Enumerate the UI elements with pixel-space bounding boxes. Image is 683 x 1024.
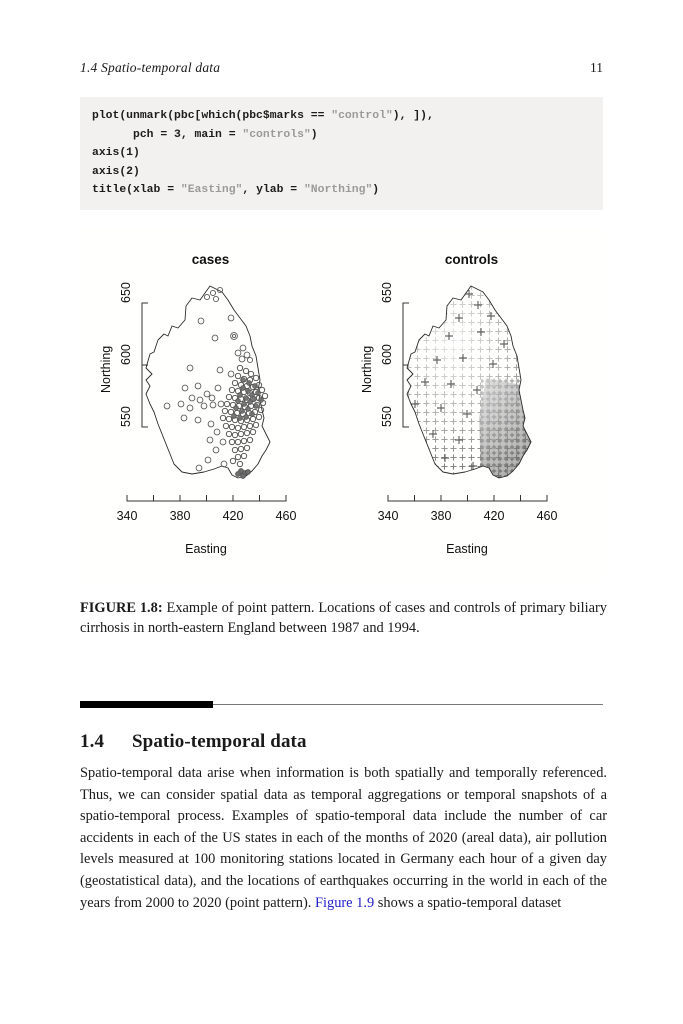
code-line-1: plot(unmark(pbc[which(pbc$marks == "control"), ]), [92,110,434,122]
code-line-2: pch = 3, main = "controls") [92,128,318,141]
xtick-420: 420 [222,509,244,523]
ytick-600: 600 [380,344,394,365]
code-line-3: axis(1) [92,147,140,159]
plot-panel-controls [341,228,602,583]
body-paragraph [80,763,607,914]
data-points-controls [396,278,546,488]
page-number: 11 [590,60,603,75]
xlabel-controls: Easting [446,542,488,556]
xtick-460: 460 [275,509,297,523]
figure-1-9-cross-reference-link[interactable]: Figure 1.9 [315,894,375,911]
code-line-5: title(xlab = "Easting", ylab = "Northing") [92,184,380,196]
xtick-380: 380 [169,509,191,523]
plot-title-controls: controls [444,252,499,267]
xtick-420: 420 [483,509,505,523]
ytick-600: 600 [119,344,133,365]
section-number: 1.4 [80,731,105,752]
section-title: Spatio-temporal data [132,731,307,752]
section-heading [80,731,307,753]
figure-caption [80,599,607,638]
figure-1-8 [80,228,603,583]
xtick-460: 460 [536,509,558,523]
xtick-340: 340 [116,509,138,523]
section-divider [80,701,603,710]
x-axis-controls [378,495,558,556]
paragraph-text-after-link: shows a spatio-temporal dataset [374,894,562,911]
paragraph-text-before-link: Spatio-temporal data arise when information is both spatially and temporally referenced. Thus, we can consider spatial data as temporal aggregations or temporal snapshots of a spatio-temporal process. Examples of spatio-temporal data include the number of car accidents in each of the US states in each of the months of 2020 (areal data), air pollution levels measured at 100 monitoring stations located in Germany each hour of a given day (geostatistical data), and the locations of earthquakes occurring in the world in each of the years from 2000 to 2020 (point pattern). [80,765,607,911]
y-axis-cases [99,282,148,427]
ylabel-cases: Northing [99,345,113,393]
data-points-cases [164,287,268,478]
plot-title-cases: cases [191,252,230,267]
running-head [80,60,603,76]
code-block [80,97,603,210]
ytick-550: 550 [380,406,394,427]
ytick-650: 650 [119,282,133,303]
scatter-plot-cases [80,228,341,583]
ytick-650: 650 [380,282,394,303]
scatter-plot-controls [341,228,602,583]
figure-caption-label: FIGURE 1.8: [80,600,163,616]
plot-panel-cases [80,228,341,583]
section-divider-thick [80,701,213,708]
xtick-340: 340 [377,509,399,523]
section-divider-thin [213,704,603,705]
code-line-4: axis(2) [92,165,140,178]
ytick-550: 550 [119,406,133,427]
xlabel-cases: Easting [185,542,227,556]
ylabel-controls: Northing [360,345,374,393]
xtick-380: 380 [430,509,452,523]
y-axis-controls [360,282,409,427]
figure-caption-text: Example of point pattern. Locations of cases and controls of primary biliary cirrhosis in north-eastern England between 1987 and 1994. [80,600,607,636]
x-axis-cases [117,495,297,556]
running-head-title: 1.4 Spatio-temporal data [80,60,221,75]
